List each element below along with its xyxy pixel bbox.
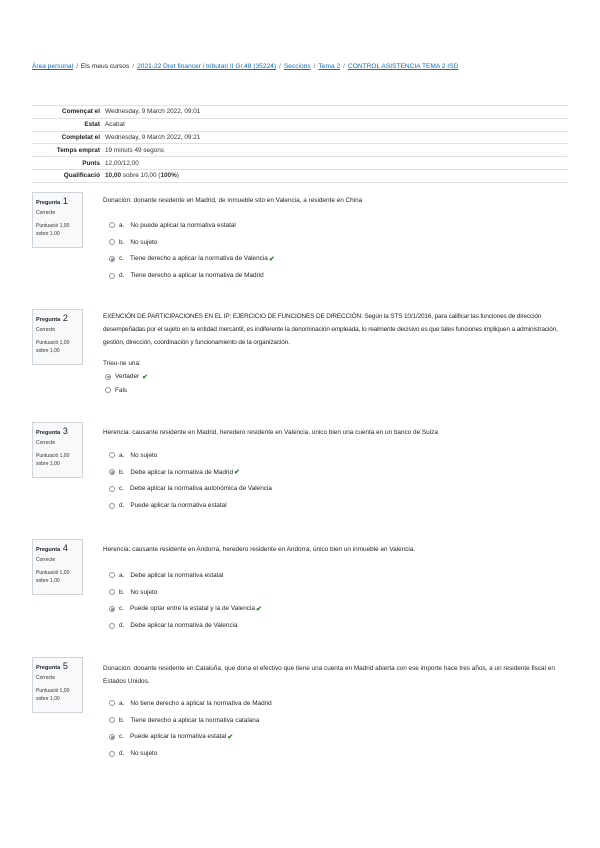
radio-icon[interactable] bbox=[109, 700, 115, 706]
check-icon: ✔ bbox=[234, 469, 240, 477]
breadcrumb-link-sections[interactable]: Seccions bbox=[283, 63, 311, 70]
radio-icon[interactable] bbox=[109, 239, 115, 245]
question-text: Donación: donante residente en Cataluña, que dona el efectivo que tiene una cuenta en Madrid abierta con ese importe hace tres años, a un residente fiscal en Estados Unidos. bbox=[103, 665, 555, 685]
radio-icon[interactable] bbox=[109, 486, 115, 492]
summary-row-started bbox=[32, 106, 568, 119]
radio-icon[interactable] bbox=[109, 623, 115, 629]
summary-value: 19 minuts 49 segons bbox=[105, 146, 164, 154]
answer-option[interactable] bbox=[109, 712, 272, 729]
answer-letter: d. bbox=[119, 622, 125, 630]
breadcrumb bbox=[32, 63, 572, 70]
answer-letter: a. bbox=[119, 571, 125, 579]
answer-text: Puede aplicar la normativa estatal bbox=[129, 733, 227, 741]
answer-text: Tiene derecho a aplicar la normativa de Valencia bbox=[129, 255, 268, 263]
question-text: Herencia: causante residente en Madrid, heredero residente en Valencia, único bien una cuenta en un banco de Suiza bbox=[103, 429, 438, 436]
question-grade: Puntuació 1,00 bbox=[36, 223, 70, 229]
answer-text: Debe aplicar la normativa de Madrid bbox=[130, 468, 233, 476]
question-label: Pregunta bbox=[36, 547, 61, 553]
summary-row-grade bbox=[32, 169, 568, 182]
answer-text: Debe aplicar la normativa de Valencia bbox=[130, 622, 238, 630]
answer-text: No sujeto bbox=[130, 238, 158, 246]
answer-option[interactable] bbox=[109, 601, 262, 618]
radio-icon[interactable] bbox=[109, 734, 115, 740]
answer-text: Vertader bbox=[115, 373, 140, 381]
breadcrumb-separator: / bbox=[313, 63, 316, 70]
question-number: 2 bbox=[62, 313, 68, 323]
radio-icon[interactable] bbox=[105, 387, 111, 393]
summary-value: 12,00/12,00 bbox=[105, 159, 139, 167]
answer-option[interactable] bbox=[109, 729, 272, 746]
radio-icon[interactable] bbox=[109, 222, 115, 228]
answer-option[interactable] bbox=[109, 695, 272, 712]
question-state: Correcte bbox=[36, 210, 56, 216]
answer-text: No sujeto bbox=[130, 750, 158, 758]
answer-list bbox=[105, 370, 148, 397]
answer-option[interactable] bbox=[109, 217, 275, 234]
answer-letter: c. bbox=[119, 255, 124, 263]
question-text: Donación: donante residente en Madrid, de inmueble sito en Valencia, a residente en China bbox=[103, 197, 363, 204]
question-grade: Puntuació 1,00 bbox=[36, 340, 70, 346]
radio-icon[interactable] bbox=[109, 273, 115, 279]
breadcrumb-link-quiz[interactable]: CONTROL ASISTENCIA TEMA 2 ISD bbox=[347, 63, 459, 70]
summary-row-marks bbox=[32, 157, 568, 170]
check-icon: ✔ bbox=[268, 255, 275, 263]
question-text: EXENCIÓN DE PARTICIPACIONES EN EL IP; EJERCICIO DE FUNCIONES DE DIRECCIÓN: Según la STS 10/1/2016, para calificar las funciones de dirección desempeñadas por el sujeto en la entidad mercantil, es indiferente la denominación empleada, lo realmente decisivo es que tales funciones impliquen a administración, gestión, dirección, coordinación y funcionamiento de la organización. bbox=[103, 313, 558, 346]
grade-percent: 100% bbox=[160, 172, 177, 180]
answer-letter: b. bbox=[119, 468, 125, 476]
answer-text: No sujeto bbox=[130, 588, 158, 596]
radio-icon[interactable] bbox=[109, 589, 115, 595]
question-grade-max: sobre 1,00 bbox=[36, 231, 60, 237]
answer-text: Fals bbox=[115, 386, 128, 394]
question-label: Pregunta bbox=[36, 200, 61, 206]
radio-icon[interactable] bbox=[109, 469, 115, 475]
answer-letter: a. bbox=[119, 699, 125, 707]
question-text: Herencia: causante residente en Andorra, heredero residente en Andorra, único bien un inmueble en Valencia. bbox=[103, 546, 416, 553]
answer-text: No puede aplicar la normativa estatal bbox=[130, 221, 236, 229]
answer-text: Tiene derecho a aplicar la normativa catalana bbox=[130, 716, 260, 724]
check-icon: ✔ bbox=[227, 733, 234, 741]
summary-row-time-taken bbox=[32, 144, 568, 157]
summary-label: Temps emprat bbox=[56, 146, 100, 154]
breadcrumb-separator: / bbox=[76, 63, 78, 70]
answer-option[interactable] bbox=[109, 617, 262, 634]
answer-option[interactable] bbox=[105, 384, 148, 398]
answer-option[interactable] bbox=[109, 234, 275, 251]
summary-label: Completat el bbox=[61, 133, 100, 141]
answer-text: Tiene derecho a aplicar la normativa de Madrid bbox=[130, 272, 264, 280]
question-number: 3 bbox=[62, 426, 68, 436]
answer-text: No tiene derecho a aplicar la normativa de Madrid bbox=[130, 699, 272, 707]
answer-letter: c. bbox=[119, 733, 124, 741]
question-info bbox=[32, 657, 83, 713]
question-info bbox=[32, 539, 83, 595]
question-info bbox=[32, 309, 83, 365]
answer-list bbox=[109, 217, 275, 284]
radio-icon[interactable] bbox=[109, 572, 115, 578]
answer-option[interactable] bbox=[109, 584, 262, 601]
breadcrumb-link-topic[interactable]: Tema 2 bbox=[318, 63, 341, 70]
summary-label: Punts bbox=[82, 159, 100, 167]
question-info bbox=[32, 422, 83, 478]
answer-letter: a. bbox=[119, 451, 125, 459]
answer-option[interactable] bbox=[109, 497, 272, 514]
question-label: Pregunta bbox=[36, 430, 61, 436]
answer-option[interactable] bbox=[109, 464, 272, 481]
answer-option[interactable] bbox=[109, 481, 272, 498]
answer-text: No sujeto bbox=[130, 451, 158, 459]
radio-icon[interactable] bbox=[109, 606, 115, 612]
attempt-summary-table bbox=[32, 105, 568, 183]
answer-option[interactable] bbox=[109, 251, 275, 268]
answer-letter: c. bbox=[119, 485, 124, 493]
answer-option[interactable] bbox=[105, 370, 148, 384]
answer-list bbox=[109, 695, 272, 762]
question-label: Pregunta bbox=[36, 317, 61, 323]
answer-option[interactable] bbox=[109, 267, 275, 284]
answer-text: Debe aplicar la normativa autonómica de Valencia bbox=[129, 485, 272, 493]
check-icon: ✔ bbox=[142, 373, 149, 381]
question-grade-max: sobre 1,00 bbox=[36, 461, 60, 467]
radio-icon[interactable] bbox=[109, 751, 115, 757]
question-grade: Puntuació 1,00 bbox=[36, 688, 70, 694]
grade-end: ) bbox=[176, 172, 179, 180]
answer-letter: d. bbox=[119, 502, 125, 510]
question-grade-max: sobre 1,00 bbox=[36, 696, 60, 702]
breadcrumb-link-course[interactable]: 2021-22 Dret financer i tributari II Gr.48 (35224) bbox=[137, 63, 277, 70]
summary-value: Acabat bbox=[105, 121, 125, 129]
answer-text: Puede aplicar la normativa estatal bbox=[130, 502, 227, 510]
summary-value bbox=[105, 169, 568, 182]
question-grade-max: sobre 1,00 bbox=[36, 348, 60, 354]
question-number: 1 bbox=[62, 196, 68, 206]
breadcrumb-separator: / bbox=[279, 63, 281, 70]
question-number: 5 bbox=[62, 661, 68, 671]
answer-list bbox=[109, 567, 262, 634]
answer-letter: c. bbox=[119, 605, 124, 613]
question-grade: Puntuació 1,00 bbox=[36, 453, 70, 459]
question-state: Correcte bbox=[36, 557, 56, 563]
summary-row-state bbox=[32, 118, 568, 131]
question-state: Correcte bbox=[36, 440, 56, 446]
summary-label: Estat bbox=[84, 121, 100, 129]
summary-label: Començat el bbox=[61, 108, 100, 116]
answer-option[interactable] bbox=[109, 567, 262, 584]
breadcrumb-separator: / bbox=[132, 63, 135, 70]
breadcrumb-link-dashboard[interactable]: Àrea personal bbox=[32, 63, 74, 70]
question-grade: Puntuació 1,00 bbox=[36, 570, 70, 576]
radio-icon[interactable] bbox=[109, 717, 115, 723]
question-state: Correcte bbox=[36, 327, 56, 333]
radio-icon[interactable] bbox=[109, 256, 115, 262]
answer-letter: b. bbox=[119, 238, 125, 246]
answer-letter: a. bbox=[119, 221, 125, 229]
answer-letter: b. bbox=[119, 588, 125, 596]
question-number: 4 bbox=[62, 543, 68, 553]
summary-value: Wednesday, 9 March 2022, 09:01 bbox=[105, 108, 201, 116]
answer-letter: d. bbox=[119, 272, 125, 280]
answer-letter: b. bbox=[119, 716, 125, 724]
radio-icon[interactable] bbox=[109, 452, 115, 458]
answer-letter: d. bbox=[119, 750, 125, 758]
question-label: Pregunta bbox=[36, 665, 61, 671]
breadcrumb-my-courses: Els meus cursos bbox=[80, 63, 130, 70]
grade-mid: sobre 10,00 ( bbox=[121, 172, 161, 180]
check-icon: ✔ bbox=[255, 605, 262, 613]
radio-icon[interactable] bbox=[109, 503, 115, 509]
breadcrumb-separator: / bbox=[343, 63, 345, 70]
question-info bbox=[32, 192, 83, 248]
answer-list bbox=[109, 447, 272, 514]
answer-prompt: Trieu-ne una: bbox=[103, 360, 141, 367]
answer-option[interactable] bbox=[109, 745, 272, 762]
question-state: Correcte bbox=[36, 675, 56, 681]
answer-text: Debe aplicar la normativa estatal bbox=[130, 571, 224, 579]
grade-value: 10,00 bbox=[105, 172, 121, 180]
summary-row-completed bbox=[32, 131, 568, 144]
summary-label: Qualificació bbox=[63, 172, 100, 180]
summary-value: Wednesday, 9 March 2022, 09:21 bbox=[105, 133, 201, 141]
question-grade-max: sobre 1,00 bbox=[36, 578, 60, 584]
answer-text: Puede optar entre la estatal y la de Valencia bbox=[129, 605, 255, 613]
answer-option[interactable] bbox=[109, 447, 272, 464]
radio-icon[interactable] bbox=[105, 374, 111, 380]
